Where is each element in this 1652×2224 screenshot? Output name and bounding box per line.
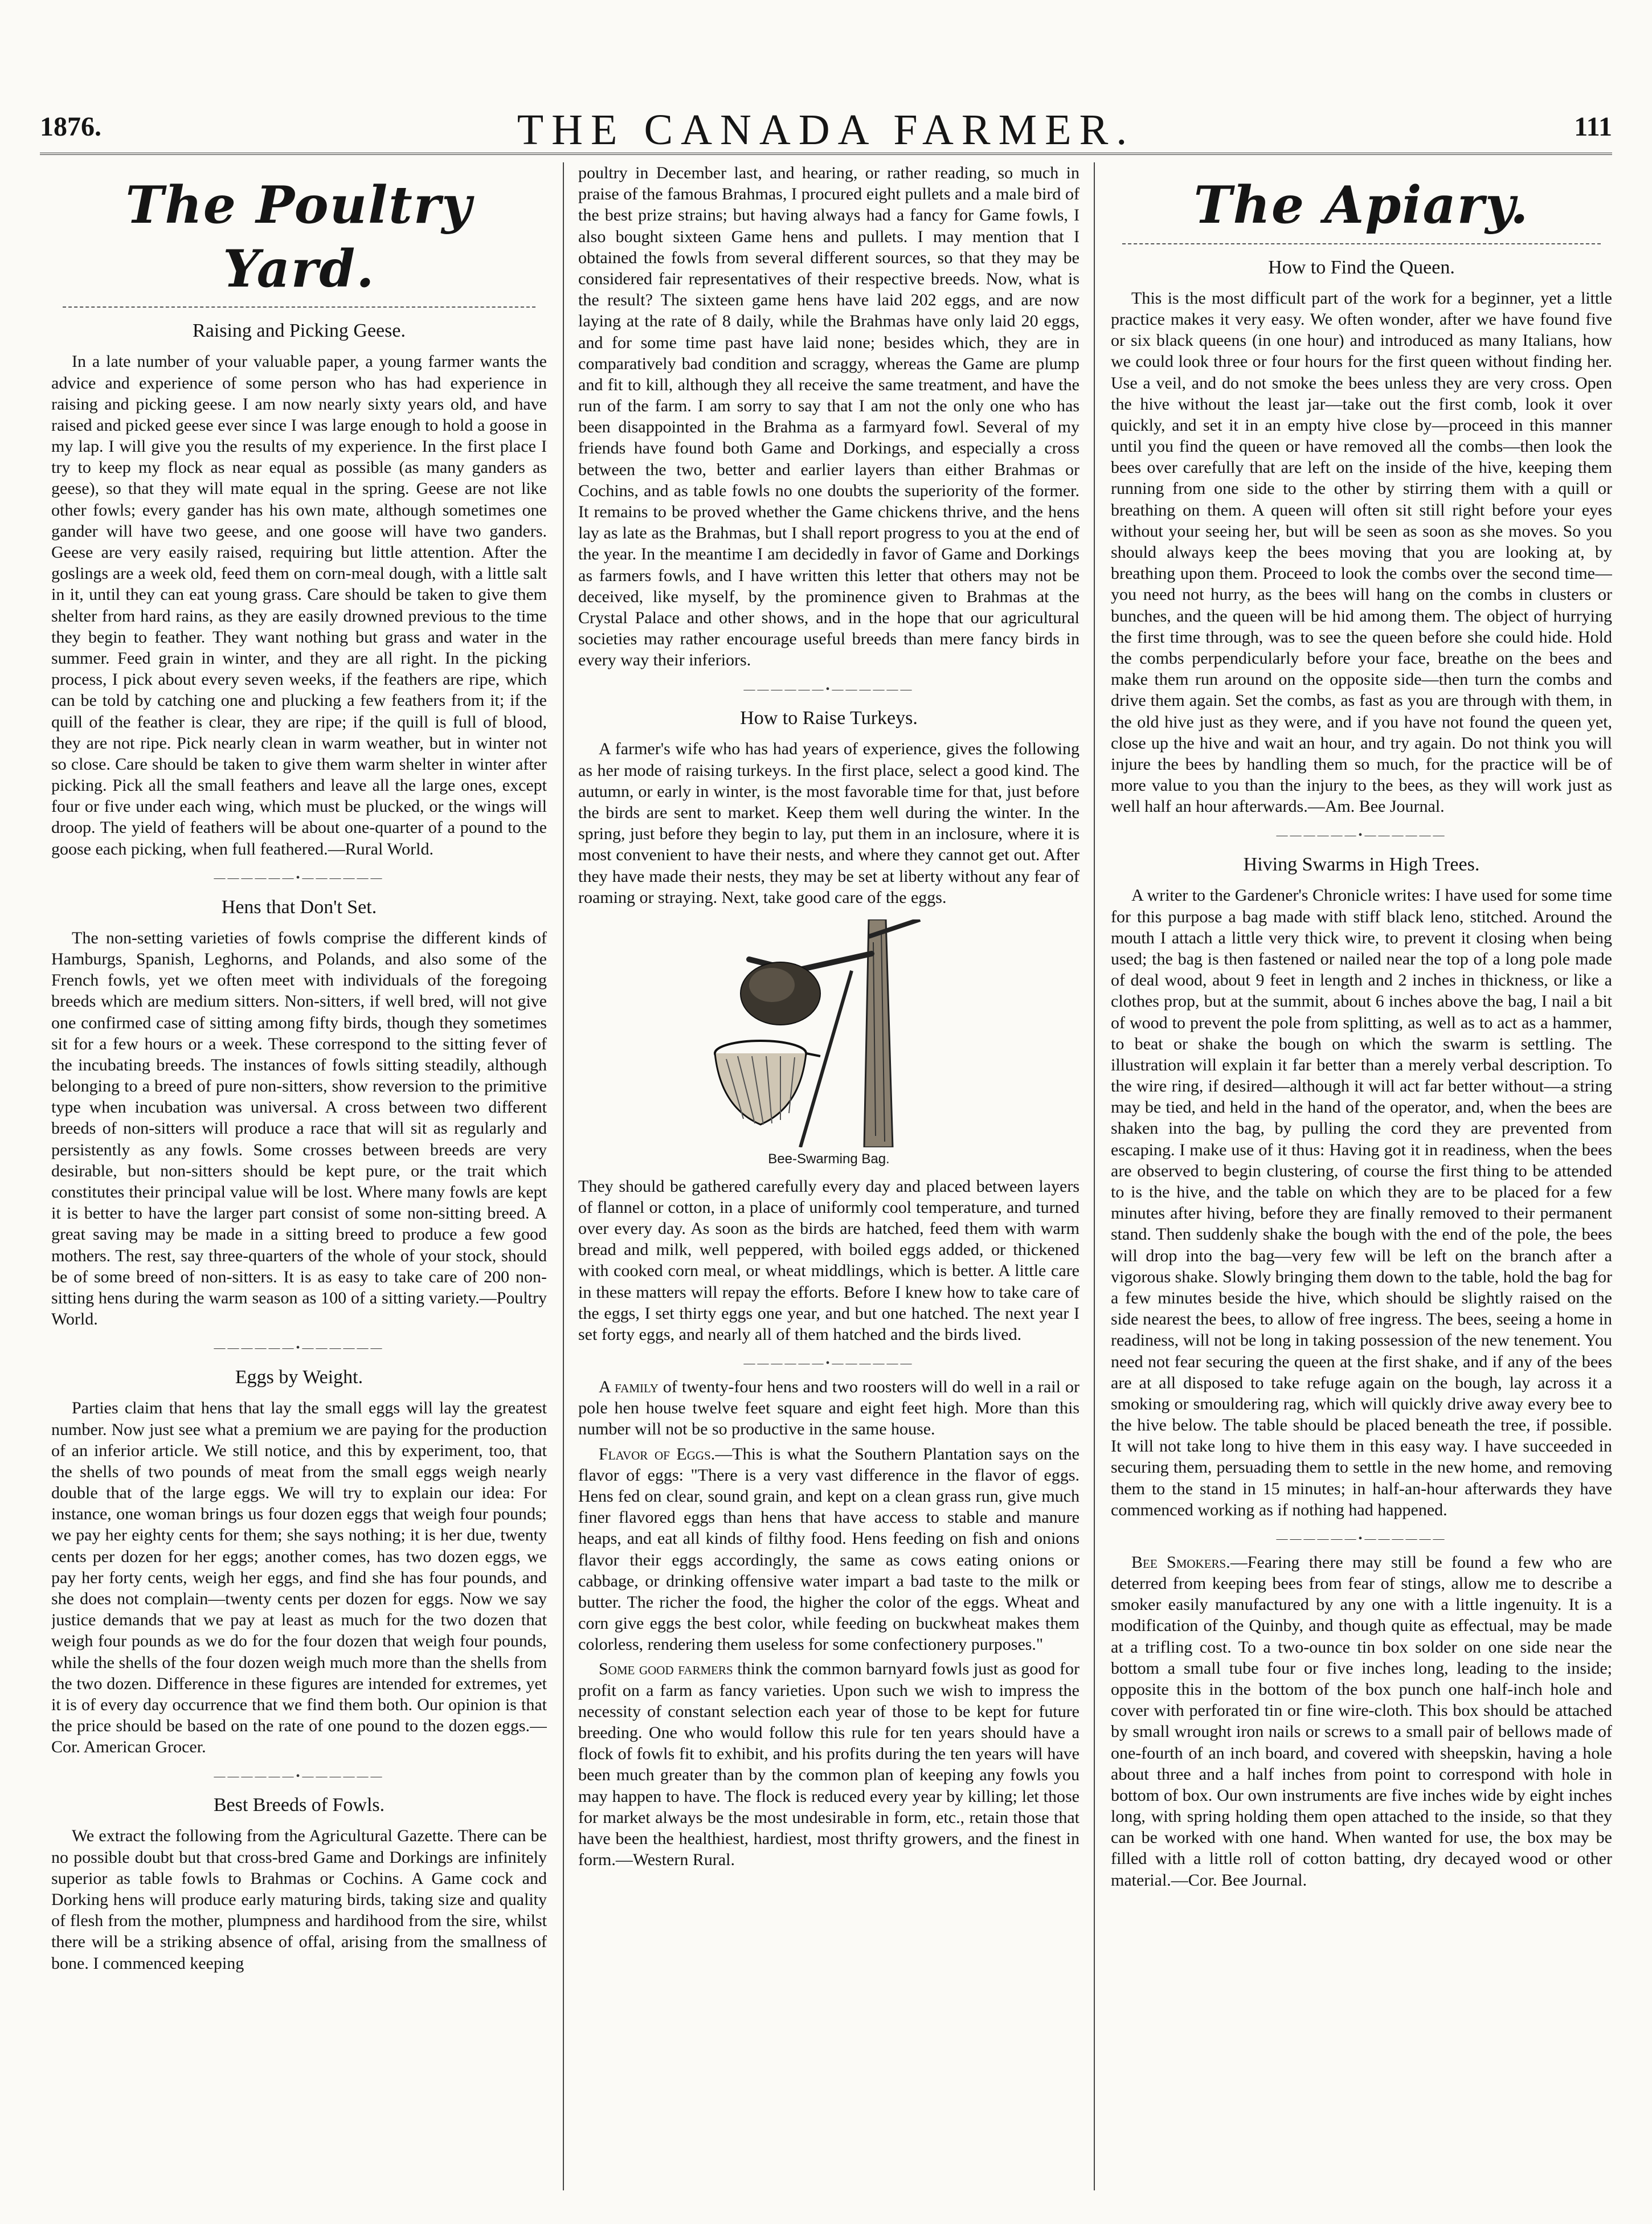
article-separator xyxy=(51,871,547,885)
department-heading-poultry: The Poultry Yard. xyxy=(125,175,473,299)
page-number: 111 xyxy=(1574,112,1612,142)
article-body: Parties claim that hens that lay the small eggs will lay the greatest number. Now just see what a premium we are paying for the production of an inferior article. We still notice, and this by experiment, too, that the shells of two pounds of meat from the small eggs weigh nearly double that of the large eggs. We will try to explain our idea: For instance, one woman brings us four dozen eggs that weigh four pounds; we pay her eighty cents for them; she says nothing; it is her due, twenty cents per dozen for her eggs; another comes, has two dozen eggs, we pay her forty cents, weigh her eggs, and find she has four pounds, and she does not complain—twenty cents per dozen for eggs. Now we say justice demands that we pay at least as much for the two dozen that weigh four pounds as we do for the four dozen that weigh four pounds, while the shells of the four dozen weigh much more than the shells from the two dozen. Difference in these figures are intended for extremes, yet it is of every day occurrence that we find them both. Our opinion is that the price should be based on the rate of one pound to the dozen eggs.—Cor. American Grocer. xyxy=(51,1399,547,1757)
article-body: We extract the following from the Agricultural Gazette. There can be no possible doubt but that cross-bred Game and Dorkings are infinitely superior as table fowls to Brahmas or Cochins. A Game cock and Dorking hens will produce early maturing birds, taking size and quality of flesh from the mother, plumpness and hardihood from the sire, whilst there will be a striking absence of offal, arising from the smallness of bone. I commenced keeping xyxy=(51,1826,547,1973)
article-separator xyxy=(1111,828,1612,843)
article-title: How to Find the Queen. xyxy=(1268,256,1455,278)
article-title: Eggs by Weight. xyxy=(235,1367,363,1388)
heading-rule xyxy=(63,306,535,308)
article-title: Best Breeds of Fowls. xyxy=(213,1794,385,1816)
note-body: —This is what the Southern Plantation says on the flavor of eggs: "There is a very vast difference in the flavor of eggs. Hens fed on clear, sound grain, and kept on a clean grass run, give much finer flavored eggs than hens that have access to stable and manure heaps, and eat all kinds of filthy food. Hens feeding on fish and onions flavor their eggs accordingly, the same as cows eating onions or cabbage, or drinking offensive water impart a bad taste to the milk or butter. The richer the food, the higher the color of the eggs. Wheat and corn give eggs the best color, while feeding on buckwheat makes them colorless, rendering them useless for some confectionery purposes." xyxy=(578,1444,1079,1654)
column-2 xyxy=(578,162,1079,2190)
column-divider xyxy=(563,162,564,2190)
article-separator xyxy=(578,682,1079,697)
newspaper-title: THE CANADA FARMER. xyxy=(517,106,1135,154)
article-separator xyxy=(51,1341,547,1355)
article-body: In a late number of your valuable paper, a young farmer wants the advice and experience of some person who has had experience in raising and picking geese. I am now nearly sixty years old, and have raised and picked geese ever since I was large enough to hold a goose in my lap. I will give you the results of my experience. In the first place I try to keep my flock as near equal as possible (as many ganders as geese), so that they will mate equal in the spring. Geese are not like other fowls; every gander has his own mate, although sometimes one gander will have two geese, and one goose will have two ganders. Geese are very easily raised, requiring but little attention. After the goslings are a week old, feed them on corn-meal dough, with a little salt in it, until they can eat young grass. Care should be taken to give them shelter from hard rains, as they are easily drowned previous to the time they begin to feather. They want nothing but grass and water in the summer. Feed grain in winter, and they are all right. In the picking process, I pick about every seven weeks, if the feathers are ripe, which can be told by catching one and plucking a few feathers from it; if the quill of the feather is clear, they are ripe; if the quill is full of blood, they are not ripe. Pick nearly clean in warm weather, but in winter not so close. Care should be taken to give them warm shelter in winter after picking. Pick all the small feathers and leave all the large ones, except four or five under each wing, which must be plucked, or the wings will droop. The yield of feathers will be about one-quarter of a pound to the goose each picking, when full feathered.—Rural World. xyxy=(51,352,547,858)
column-3 xyxy=(1111,162,1612,2190)
note-lead: A family xyxy=(599,1377,659,1396)
note-body: —Fearing there may still be found a few who are deterred from keeping bees from fear of stings, allow me to describe a smoker easily manufactured by any one with a little ingenuity. It is a modification of the Quinby, and though quite as effectual, may be made at a trifling cost. To a two-ounce tin box solder on one side near the bottom a small tube four or five inches long, leading to the inside; opposite this in the bottom of the box punch one half-inch hole and cover with perforated tin or fine wire-cloth. This box should be attached by small wrought iron nails or screws to a small pair of bellows made of one-fourth of an inch board, and covered with sheepskin, having a hole about three and a half inches from point to correspond with hole in bottom of box. Our own instruments are five inches wide by eight inches long, with spring holding them open attached to the inside, so that they can be worked with one hand. When wanted for use, the box may be filled with a little roll of cotton batting, dry decayed wood or other material.—Cor. Bee Journal. xyxy=(1111,1552,1612,1890)
heading-rule xyxy=(1122,243,1601,244)
issue-year: 1876. xyxy=(40,112,101,142)
article-body: A farmer's wife who has had years of experience, gives the following as her mode of raising turkeys. In the first place, select a good kind. The autumn, or early in winter, is the most favorable time for that, just before the birds are sent to market. Keep them well during the winter. In the spring, just before they begin to lay, put them in an inclosure, where it is most convenient to have their nests, and where they cannot get out. After they have made their nests, they may be set at liberty without any fear of roaming or straying. Next, take good care of the eggs. xyxy=(578,739,1079,907)
article-title: How to Raise Turkeys. xyxy=(740,708,918,729)
article-title: Hens that Don't Set. xyxy=(221,896,377,918)
column-divider xyxy=(1094,162,1095,2190)
masthead-rule xyxy=(40,153,1612,155)
note-lead: Bee Smokers. xyxy=(1131,1552,1230,1572)
article-body: This is the most difficult part of the work for a beginner, yet a little practice makes it very easy. We often wonder, after we have found five or six black queens (in one hour) and introduced as many Italians, how we could look three or four hours for the first queen without finding her. Use a veil, and do not smoke the bees unless they are very cross. Open the hive without the least jar—take out the first comb, look it over quickly, and set it in an empty hive close by—proceed in this manner until you find the queen or have removed all the combs—then look the bees over carefully that are left on the inside of the hive, keeping them running from one side to the other by stirring them with a quill or breathing on them. A queen will often sit still right before your eyes without your seeing her, but will be seen as soon as she moves. So you should always keep the bees moving that you are looking at, by breathing upon them. Proceed to look the combs over the second time—you need not hurry, as the bees will hang on the combs in clusters or bunches, and the queen will be hid among them. The object of hurrying the first time through, was to see the queen before she could hide. Hold the combs perpendicularly before your face, breathe on the bees and make them run around on the opposite side—then turn the combs and drive them again. Set the combs, as fast as you are through with them, in the old hive just as they were, and if you have not found the queen yet, close up the hive and wait an hour, and try again. Do not think you will injure the bees by handling them so much, for the practice will be of more value to you than the injury to the bees, as they will work just as well half an hour afterwards.—Am. Bee Journal. xyxy=(1111,288,1612,816)
news-note xyxy=(578,1658,1079,1870)
article-title: Raising and Picking Geese. xyxy=(193,320,406,342)
article-separator xyxy=(578,1356,1079,1371)
bee-swarming-bag-drawing xyxy=(681,919,977,1147)
article-separator xyxy=(1111,1532,1612,1546)
article-body: They should be gathered carefully every day and placed between layers of flannel or cotton, in a place of uniformly cool temperature, and turned over every day. As soon as the birds are hatched, feed them with warm bread and milk, well peppered, with boiled eggs added, or thickened with cooked corn meal, or wheat middlings, which is better. A little care in these matters will repay the efforts. Before I knew how to take care of the eggs, I set thirty eggs one year, and but one hatched. The next year I set forty eggs, and nearly all of them hatched and the birds lived. xyxy=(578,1176,1079,1344)
article-body: The non-setting varieties of fowls comprise the different kinds of Hamburgs, Spanish, Leghorns, and Polands, and also some of the French fowls, yet we often meet with individuals of the foregoing breeds which are medium sitters. Non-sitters, if well bred, will not give one confirmed case of sitting among fifty birds, though they sometimes sit for a few hours or a week. These correspond to the sitting fever of the incubating breeds. The instances of fowls sitting steadily, although belonging to a breed of pure non-sitters, show reversion to the primitive type when incubation was universal. A cross between two different breeds of non-sitters will produce a race that will sit as regularly and persistently as any fowls. Some crosses between breeds are very desirable, but non-sitters should be kept pure, or the trait which constitutes their principal value will be lost. Where many fowls are kept it is better to have the larger part consist of some non-sitting breed. A great saving may be made in a sitting breed to produce a few good mothers. The rest, say three-quarters of the whole of your stock, should be of some breed of non-sitters. It is as easy to take care of 200 non-sitting hens during the warm season as 100 of a sitting variety.—Poultry World. xyxy=(51,928,547,1329)
article-body: A writer to the Gardener's Chronicle writes: I have used for some time for this purpose a bag made with stiff black leno, stitched. Around the mouth I attach a little very thick wire, to prevent it closing when being used; the bag is then fastened or nailed near the top of a long pole made of deal wood, about 9 feet in length and 2 inches in thickness, or like a clothes prop, but at the summit, about 6 inches above the bag, I nail a bit of wood to prevent the pole from splitting, as well as to act as a hammer, to beat or shake the bough on which the swarm is settling. The illustration will explain it far better than a merely verbal description. To the wire ring, if desired—although it will act far better without—a string may be tied, and held in the hand of the operator, and, when the bees are shaken into the bag, by pulling the cord they are prevented from escaping. I make use of it thus: Having got it in readiness, when the bees are observed to begin clustering, of course the first thing to be attended to is the hive, and the table on which they are to be placed for a few minutes after hiving, before they are finally removed to their permanent stand. Then suddenly shake the bough with the end of the pole, the bees will drop into the bag—very few will be left on the branch after a vigorous shake. Slowly bringing them down to the table, hold the bag for a few minutes beside the hive, which should be slightly raised on the side nearest the bees, to allow of free ingress. The bees, seeing a home in readiness, will not be long in taking possession of the new tenement. You need not fear securing the queen at the first shake, and if any of the bees are at all disposed to take refuge again on the bough, lay across it a smoking or smouldering rag, which will quickly drive away every bee to the hive below. The table should be placed beneath the tree, if possible. It will not take long to hive them in this easy way. I have succeeded in securing them, persuading them to settle in the new home, and removing them to the stand in 15 minutes; in half-an-hour afterwards they have commenced working as if nothing had happened. xyxy=(1111,886,1612,1519)
column-1 xyxy=(51,162,547,2190)
note-lead: Flavor of Eggs. xyxy=(599,1444,715,1463)
masthead xyxy=(40,105,1612,154)
figure-caption: Bee-Swarming Bag. xyxy=(768,1151,890,1167)
department-heading-apiary: The Apiary. xyxy=(1193,175,1530,235)
bee-swarming-bag-illustration xyxy=(681,919,977,1147)
news-note xyxy=(578,1444,1079,1655)
note-body: of twenty-four hens and two roosters will do well in a rail or pole hen house twelve feet square and eight feet high. More than this number will not be so productive in the same house. xyxy=(578,1377,1079,1439)
article-separator xyxy=(51,1769,547,1784)
note-body: think the common barnyard fowls just as good for profit on a farm as fancy varieties. Upon such we wish to impress the necessity of constant selection each year of those to be kept for future breeding. One who would follow this rule for ten years should have a flock of fowls fit to exhibit, and his profits during the ten years will have been much greater than by the common plan of keeping any fowls you may happen to have. The flock is reduced every year by killing; let those for market always be the most undesirable in form, etc., retain those that have been the healthiest, hardiest, most thrifty growers, and the finest in form.—Western Rural. xyxy=(578,1659,1079,1870)
article-body-continued: poultry in December last, and hearing, or rather reading, so much in praise of the famous Brahmas, I procured eight pullets and a male bird of the best prize strains; but having always had a fancy for Game fowls, I also bought sixteen Game hens and pullets. I may mention that I obtained the fowls from several different sources, so that they may be considered fair representatives of their respective breeds. Now, what is the result? The sixteen game hens have laid 202 eggs, and are now laying at the rate of 8 daily, while the Brahmas have only laid 20 eggs, and for some time past have laid none; besides which, they are in comparatively bad condition and scraggy, whereas the Game are plump and fit to kill, although they all receive the same treatment, and have the run of the farm. I am sorry to say that I am not the only one who has been disappointed in the Brahma as a farmyard fowl. Several of my friends have found both Game and Dorkings, and especially a cross between the two, better and earlier layers than either Brahmas or Cochins, and as table fowls no one doubts the superiority of the former. It remains to be proved whether the Game chickens thrive, and the hens lay as late as the Brahmas, but I shall report progress to you at the end of the year. In the meantime I am decidedly in favor of Game and Dorkings as farmers fowls, and I have written this letter that others may not be deceived, like myself, by the prominence given to Brahmas at the Crystal Palace and other shows, and in the hope that our agricultural societies may rather encourage useful breeds than mere fancy birds in every way their inferiors. xyxy=(578,163,1079,670)
news-note xyxy=(1111,1552,1612,1891)
news-note xyxy=(578,1376,1079,1440)
note-lead: Some good farmers xyxy=(599,1659,733,1679)
article-title: Hiving Swarms in High Trees. xyxy=(1243,854,1480,876)
